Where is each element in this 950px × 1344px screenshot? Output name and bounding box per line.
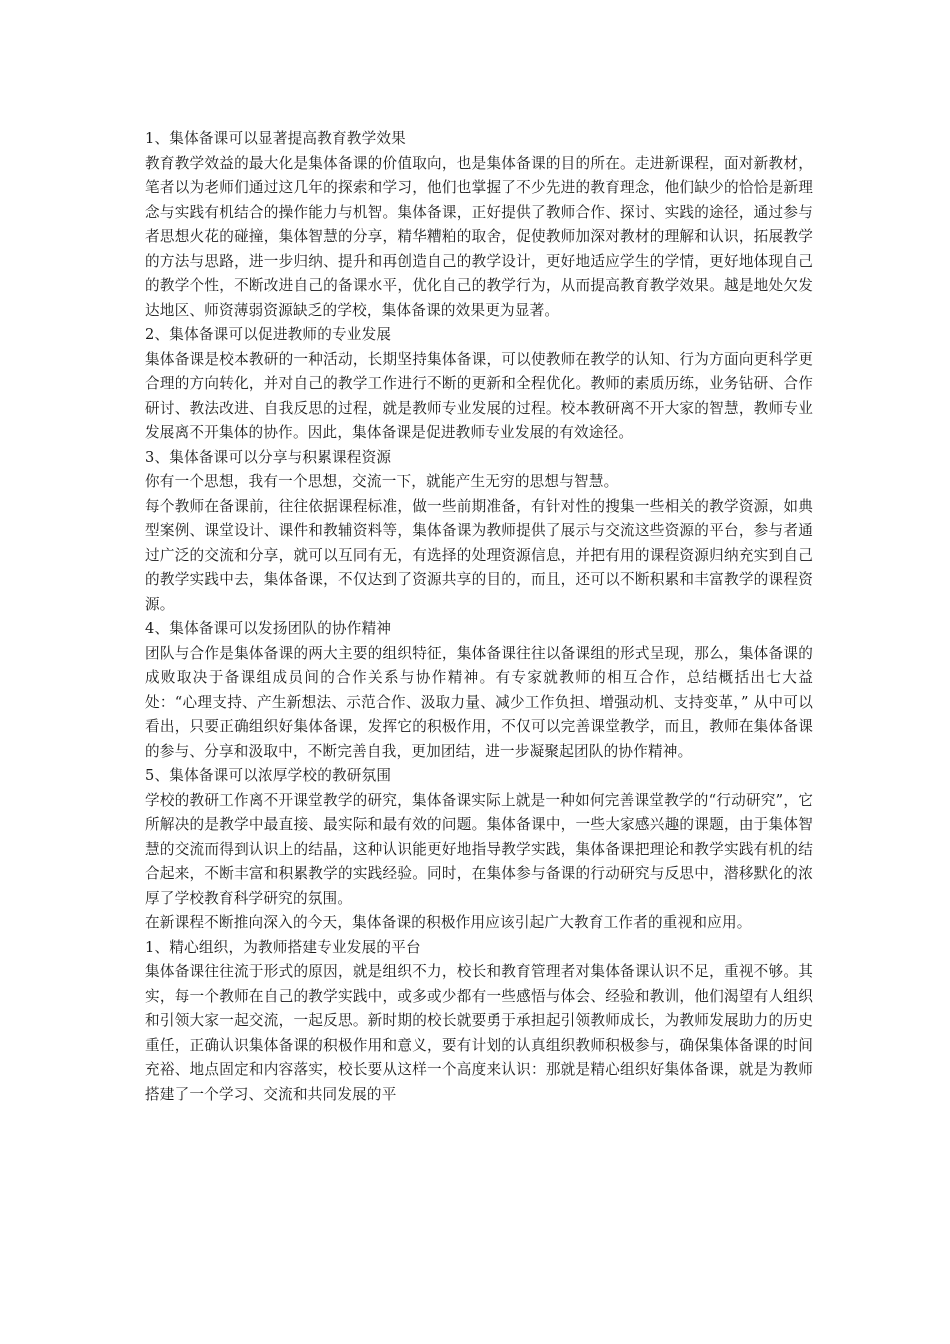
body-paragraph: 教育教学效益的最大化是集体备课的价值取向，也是集体备课的目的所在。走进新课程，面对新教材，笔者以为老师们通过这几年的探索和学习，他们也掌握了不少先进的教育理念，他们缺少的恰恰是新理念与实践有机结合的操作能力与机智。集体备课，正好提供了教师合作、探讨、实践的途径，通过参与者思想火花的碰撞，集体智慧的分享，精华糟粕的取舍，促使教师加深对教材的理解和认识，拓展教学的方法与思路，进一步归纳、提升和再创造自己的教学设计，更好地适应学生的学情，更好地体现自己的教学个性，不断改进自己的备课水平，优化自己的教学行为，从而提高教育教学效果。越是地处欠发达地区、师资薄弱资源缺乏的学校，集体备课的效果更为显著。 [145,154,813,319]
body-paragraph: 集体备课是校本教研的一种活动，长期坚持集体备课，可以使教师在教学的认知、行为方面向更科学更合理的方向转化，并对自己的教学工作进行不断的更新和全程优化。教师的素质历练，业务钻研、合作研讨、教法改进、自我反思的过程，就是教师专业发展的过程。校本教研离不开大家的智慧，教师专业发展离不开集体的协作。因此，集体备课是促进教师专业发展的有效途径。 [145,350,813,441]
section-heading: 5、集体备课可以浓厚学校的教研氛围 [145,767,392,784]
body-paragraph: 集体备课往往流于形式的原因，就是组织不力，校长和教育管理者对集体备课认识不足，重视不够。其实，每一个教师在自己的教学实践中，或多或少都有一些感悟与体会、经验和教训，他们渴望有人组织和引领大家一起交流，一起反思。新时期的校长就要勇于承担起引领教师成长，为教师发展助力的历史重任，正确认识集体备课的积极作用和意义，要有计划的认真组织教师积极参与，确保集体备课的时间充裕、地点固定和内容落实，校长要从这样一个高度来认识：那就是精心组织好集体备课，就是为教师搭建了一个学习、交流和共同发展的平 [145,963,813,1103]
body-paragraph: 在新课程不断推向深入的今天，集体备课的积极作用应该引起广大教育工作者的重视和应用。 [145,914,752,931]
body-paragraph: 团队与合作是集体备课的两大主要的组织特征，集体备课往往以备课组的形式呈现，那么，集体备课的成败取决于备课组成员间的合作关系与协作精神。有专家就教师的相互合作，总结概括出七大益处：“心理支持、产生新想法、示范合作、汲取力量、减少工作负担、增强动机、支持变革，” 从中可以看出，只要正确组织好集体备课，发挥它的积极作用，不仅可以完善课堂教学，而且，教师在集体备课的参与、分享和汲取中，不断完善自我，更加团结，进一步凝聚起团队的协作精神。 [145,644,813,760]
document-body [145,127,813,1107]
body-paragraph: 每个教师在备课前，往往依据课程标准，做一些前期准备，有针对性的搜集一些相关的教学资源，如典型案例、课堂设计、课件和教辅资料等，集体备课为教师提供了展示与交流这些资源的平台，参与者通过广泛的交流和分享，就可以互同有无，有选择的处理资源信息，并把有用的课程资源归纳充实到自己的教学实践中去，集体备课，不仅达到了资源共享的目的，而且，还可以不断积累和丰富教学的课程资源。 [145,497,813,613]
body-paragraph: 你有一个思想，我有一个思想，交流一下，就能产生无穷的思想与智慧。 [145,473,619,490]
section-heading: 1、精心组织，为教师搭建专业发展的平台 [145,938,421,956]
body-paragraph: 学校的教研工作离不开课堂教学的研究，集体备课实际上就是一种如何完善课堂教学的“行动研究”，它所解决的是教学中最直接、最实际和最有效的问题。集体备课中，一些大家感兴趣的课题，由于集体智慧的交流而得到认识上的结晶，这种认识能更好地指导教学实践，集体备课把理论和教学实践有机的结合起来，不断丰富和积累教学的实践经验。同时，在集体参与备课的行动研究与反思中，潜移默化的浓厚了学校教育科学研究的氛围。 [145,791,813,907]
section-heading: 1、集体备课可以显著提高教育教学效果 [145,130,406,147]
section-heading: 3、集体备课可以分享与积累课程资源 [145,448,392,466]
section-heading: 4、集体备课可以发扬团队的协作精神 [145,620,392,637]
section-heading: 2、集体备课可以促进教师的专业发展 [145,326,392,343]
